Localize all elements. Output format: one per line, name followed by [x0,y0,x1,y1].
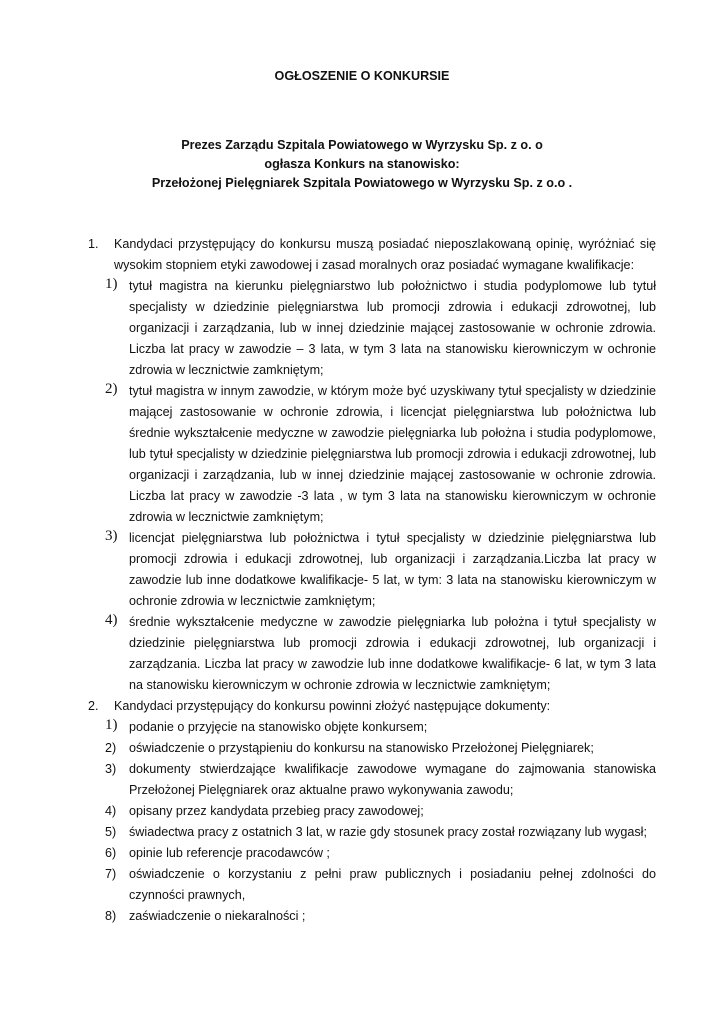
section-intro: Kandydaci przystępujący do konkursu muszą posiadać nieposzlakowaną opinię, wyróżniać się wysokim stopniem etyki zawodowej i zasad moralnych oraz posiadać wymagane kwalifikacje: [114,237,656,272]
item-number: 1) [105,276,118,292]
item-text: opinie lub referencje pracodawców ; [129,846,330,860]
item-text: tytuł magistra na kierunku pielęgniarstwo lub położnictwo i studia podyplomowe lub tytuł specjalisty w dziedzinie pielęgniarstwa lub promocji zdrowia i edukacji zdrowotnej, lub organizacji i zarządzania, lub w innej dziedzinie mającej zastosowanie w ochronie zdrowia. Liczba lat pracy w zawodzie – 3 lata, w tym 3 lata na stanowisku kierowniczym w ochronie zdrowia w lecznictwie zamkniętym; [129,279,656,377]
item-text: licencjat pielęgniarstwa lub położnictwa i tytuł specjalisty w dziedzinie pielęgniarstwa lub promocji zdrowia i edukacji zdrowotnej, lub organizacji i zarządzania.Liczba lat pracy w zawodzie lub inne dodatkowe kwalifikacje- 5 lat, w tym: 3 lata na stanowisku kierowniczym w ochronie zdrowia w lecznictwie zamkniętym; [129,531,656,608]
header-line-3: Przełożonej Pielęgniarek Szpitala Powiatowego w Wyrzysku Sp. z o.o . [151,176,573,190]
item-number: 4) [105,804,117,818]
item-number: 1) [105,717,118,733]
item-number: 3) [105,528,118,544]
item-number: 6) [105,846,117,860]
announcement-header [0,136,724,193]
item-number: 2) [105,741,117,755]
document-item [88,738,656,759]
item-text: dokumenty stwierdzające kwalifikacje zawodowe wymagane do zajmowania stanowiska Przełożonej Pielęgniarek oraz aktualne prawo wykonywania zawodu; [129,762,656,797]
qualification-item [88,381,656,528]
document-item [88,801,656,822]
item-number: 3) [105,762,117,776]
item-number: 2) [105,381,118,397]
qualification-item [88,612,656,696]
section-1 [88,234,656,276]
header-line-1: Prezes Zarządu Szpitala Powiatowego w Wyrzysku Sp. z o. o [181,138,543,152]
section-number: 1. [88,237,99,251]
item-number: 5) [105,825,117,839]
header-line-2: ogłasza Konkurs na stanowisko: [264,157,460,171]
item-text: opisany przez kandydata przebieg pracy zawodowej; [129,804,424,818]
item-number: 7) [105,867,117,881]
document-item [88,864,656,906]
document-item [88,822,656,843]
item-text: podanie o przyjęcie na stanowisko objęte konkursem; [129,720,428,734]
item-number: 4) [105,612,118,628]
item-text: tytuł magistra w innym zawodzie, w którym może być uzyskiwany tytuł specjalisty w dziedzinie mającej zastosowanie w ochronie zdrowia, i licencjat pielęgniarstwa lub położnictwa lub średnie wykształcenie medyczne w zawodzie pielęgniarka lub położna i studia podyplomowe, lub tytuł specjalisty w dziedzinie pielęgniarstwa lub promocji zdrowia i edukacji zdrowotnej, lub organizacji i zarządzania, lub w innej dziedzinie mającej zastosowanie w ochronie zdrowia. Liczba lat pracy w zawodzie -3 lata , w tym 3 lata na stanowisku kierowniczym w ochronie zdrowia w lecznictwie zamkniętym; [129,384,656,524]
item-text: oświadczenie o korzystaniu z pełni praw publicznych i posiadaniu pełnej zdolności do czynności prawnych, [129,867,656,902]
section-2 [88,696,656,717]
document-item [88,843,656,864]
item-text: świadectwa pracy z ostatnich 3 lat, w razie gdy stosunek pracy został rozwiązany lub wygasł; [129,825,647,839]
document-item [88,759,656,801]
document-item [88,906,656,927]
section-intro: Kandydaci przystępujący do konkursu powinni złożyć następujące dokumenty: [114,699,551,713]
qualification-item [88,276,656,381]
item-text: oświadczenie o przystąpieniu do konkursu na stanowisko Przełożonej Pielęgniarek; [129,741,594,755]
item-text: średnie wykształcenie medyczne w zawodzie pielęgniarka lub położna i tytuł specjalisty w dziedzinie pielęgniarstwa lub promocji zdrowia i edukacji zdrowotnej, lub organizacji i zarządzania. Liczba lat pracy w zawodzie lub inne dodatkowe kwalifikacje- 6 lat, w tym 3 lata na stanowisku kierowniczym w ochronie zdrowia w lecznictwie zamkniętym; [129,615,656,692]
qualification-item [88,528,656,612]
section-number: 2. [88,699,99,713]
requirements-list [88,234,656,927]
document-title: OGŁOSZENIE O KONKURSIE [274,69,450,83]
item-text: zaświadczenie o niekaralności ; [129,909,306,923]
document-item [88,717,656,738]
item-number: 8) [105,909,117,923]
